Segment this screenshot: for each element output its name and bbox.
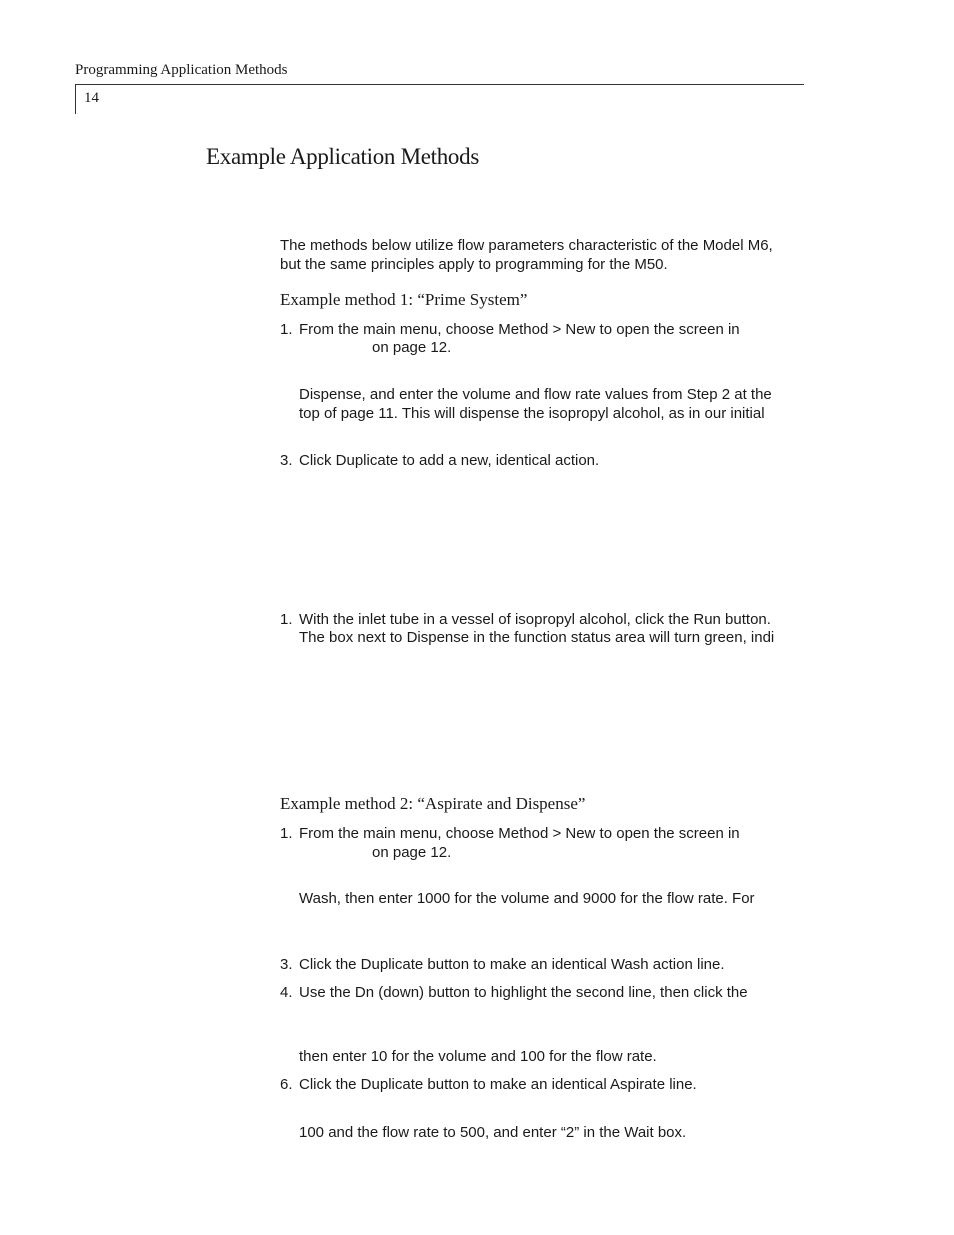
method2-step1-line2: on page 12.	[372, 844, 452, 861]
method1-run-step1-line1: With the inlet tube in a vessel of isopropyl alcohol, click the Run button.	[299, 611, 771, 628]
method1-step1-number: 1.	[280, 321, 293, 338]
method2-step1-line1: From the main menu, choose Method > New to open the screen in	[299, 825, 740, 842]
method2-step4-number: 4.	[280, 984, 293, 1001]
method1-step1-line1: From the main menu, choose Method > New to open the screen in	[299, 321, 740, 338]
method2-step5-text: then enter 10 for the volume and 100 for the flow rate.	[299, 1048, 657, 1065]
method2-step4-text: Use the Dn (down) button to highlight the second line, then click the	[299, 984, 748, 1001]
header-rule	[75, 84, 804, 85]
method1-step2-line1: Dispense, and enter the volume and flow rate values from Step 2 at the	[299, 386, 772, 403]
method1-step3-text: Click Duplicate to add a new, identical action.	[299, 452, 600, 469]
intro-line-1: The methods below utilize flow parameters characteristic of the Model M6,	[280, 237, 773, 254]
page-number: 14	[84, 90, 99, 106]
running-head: Programming Application Methods	[75, 62, 288, 78]
method2-step6-number: 6.	[280, 1076, 293, 1093]
method1-step3-number: 3.	[280, 452, 293, 469]
method2-step3-number: 3.	[280, 956, 293, 973]
method1-run-step1-line2: The box next to Dispense in the function status area will turn green, indi	[299, 629, 775, 646]
intro-line-2: but the same principles apply to programming for the M50.	[280, 256, 668, 273]
method1-title: Example method 1: “Prime System”	[280, 290, 528, 309]
method2-step3-text: Click the Duplicate button to make an identical Wash action line.	[299, 956, 725, 973]
method1-run-step1-number: 1.	[280, 611, 293, 628]
method1-step1-line2: on page 12.	[372, 339, 452, 356]
method2-step6-text: Click the Duplicate button to make an identical Aspirate line.	[299, 1076, 697, 1093]
method1-step2-line2: top of page 11. This will dispense the isopropyl alcohol, as in our initial	[299, 405, 765, 422]
header-vertical-rule	[75, 84, 76, 114]
section-title: Example Application Methods	[206, 144, 479, 169]
method2-title: Example method 2: “Aspirate and Dispense”	[280, 794, 586, 813]
method2-step7-text: 100 and the flow rate to 500, and enter “2” in the Wait box.	[299, 1124, 687, 1141]
method2-step1-number: 1.	[280, 825, 293, 842]
method2-step2-line1: Wash, then enter 1000 for the volume and 9000 for the flow rate. For	[299, 890, 755, 907]
